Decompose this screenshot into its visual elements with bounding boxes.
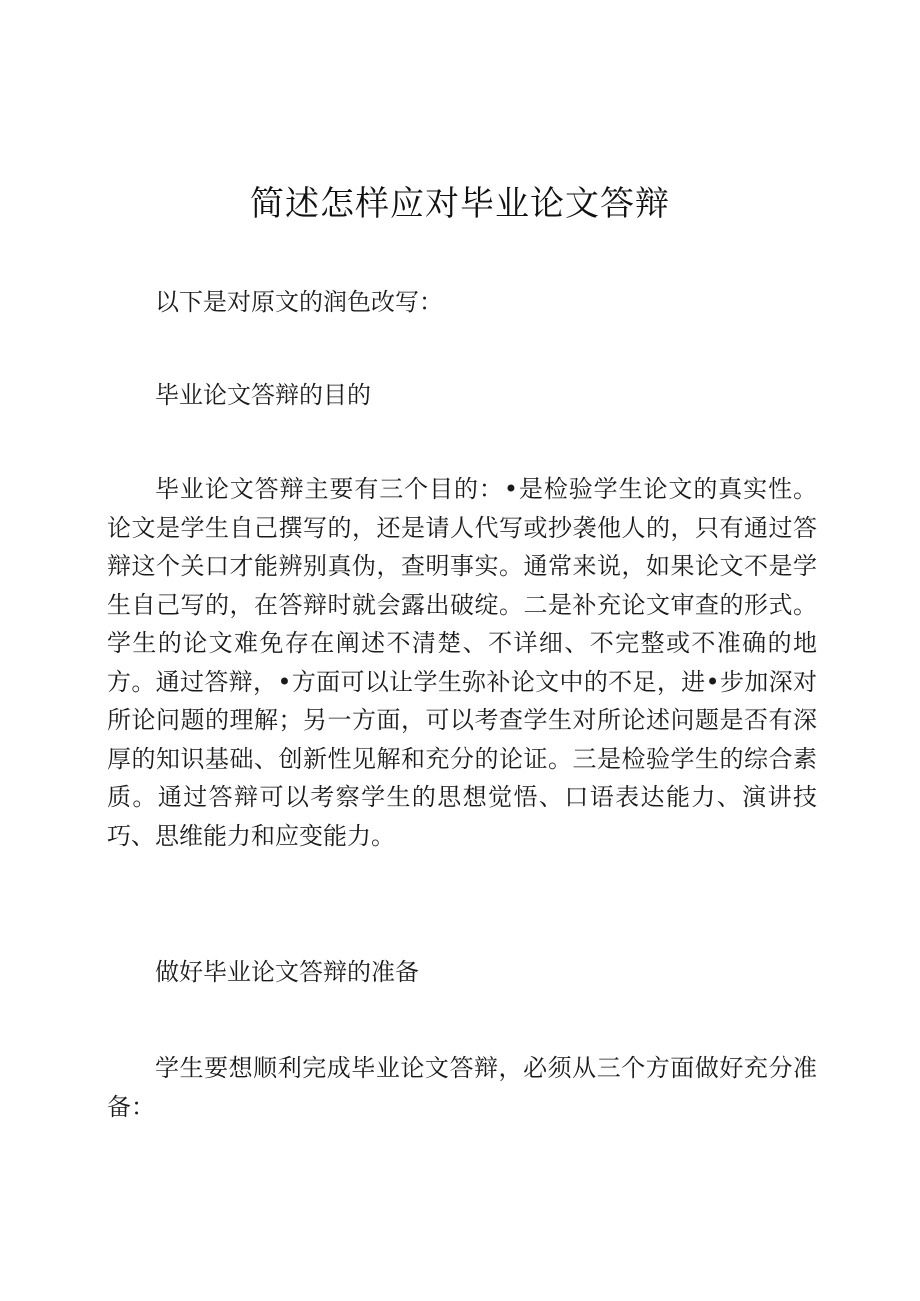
section-heading-preparation: 做好毕业论文答辩的准备: [155, 958, 419, 986]
purpose-paragraph: 毕业论文答辩主要有三个目的：•是检验学生论文的真实性。论文是学生自己撰写的，还是请人代写或抄袭他人的，只有通过答辩这个关口才能辨别真伪，查明事实。通常来说，如果论文不是学生自己写的，在答辩时就会露出破绽。二是补充论文审查的形式。学生的论文难免存在阐述不清楚、不详细、不完整或不准确的地方。通过答辩，•方面可以让学生弥补论文中的不足，进•步加深对所论问题的理解；另一方面，可以考查学生对所论述问题是否有深厚的知识基础、创新性见解和充分的论证。三是检验学生的综合素质。通过答辩可以考察学生的思想觉悟、口语表达能力、演讲技巧、思维能力和应变能力。: [107, 475, 817, 850]
document-title: 简述怎样应对毕业论文答辩: [250, 184, 670, 224]
intro-paragraph: 以下是对原文的润色改写：: [155, 288, 443, 316]
section-heading-purpose: 毕业论文答辩的目的: [155, 381, 371, 409]
preparation-paragraph: 学生要想顺利完成毕业论文答辩，必须从三个方面做好充分准备：: [107, 1054, 817, 1121]
